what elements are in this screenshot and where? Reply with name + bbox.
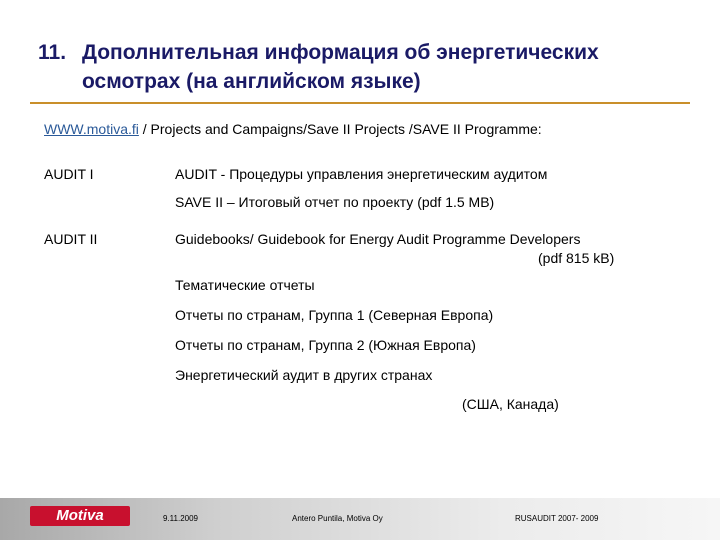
audit2-item-thematic: Тематические отчеты [175, 277, 315, 293]
title-line-1: Дополнительная информация об энергетических [82, 41, 599, 64]
audit2-guidebook: Guidebooks/ Guidebook for Energy Audit Programme Developers [175, 231, 581, 247]
audit2-guidebook-size: (pdf 815 kB) [538, 250, 615, 266]
audit1-item-procedures: AUDIT - Процедуры управления энергетическим аудитом [175, 166, 548, 182]
audit2-label: AUDIT II [44, 231, 98, 247]
audit2-item-group2: Отчеты по странам, Группа 2 (Южная Европа) [175, 337, 476, 353]
audit2-item-group1: Отчеты по странам, Группа 1 (Северная Европа) [175, 307, 494, 323]
audit2-countries: (США, Канада) [462, 396, 559, 412]
footer-date: 9.11.2009 [163, 514, 198, 523]
footer-event: RUSAUDIT 2007- 2009 [515, 514, 599, 523]
intro-path: / Projects and Campaigns/Save II Projects /SAVE II Programme: [138, 121, 542, 137]
slide-number: 11. [38, 41, 67, 64]
intro-line [44, 121, 542, 138]
motiva-logo: Motiva [30, 506, 130, 526]
title-line-2: осмотрах (на английском языке) [82, 70, 421, 93]
audit1-item-final-report: SAVE II – Итоговый отчет по проекту (pdf 1.5 MB) [175, 194, 495, 210]
footer-author: Antero Puntila, Motiva Oy [292, 514, 383, 523]
title-divider [30, 102, 690, 104]
audit2-item-other-countries: Энергетический аудит в других странах [175, 367, 433, 383]
audit1-label: AUDIT I [44, 166, 94, 182]
motiva-link[interactable]: WWW.motiva.fi [44, 121, 139, 137]
